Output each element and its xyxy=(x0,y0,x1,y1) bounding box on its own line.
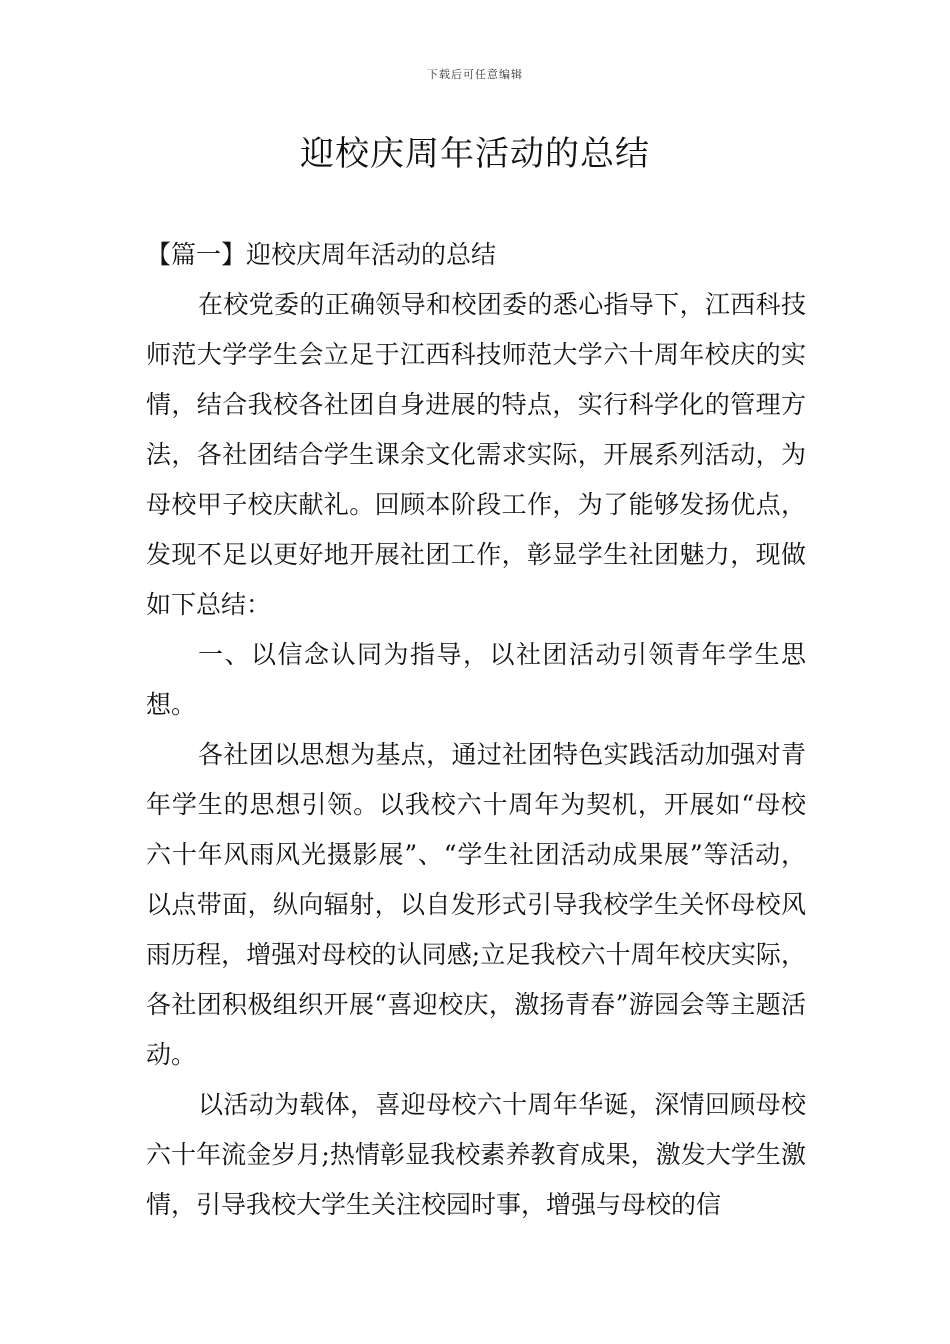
document-body xyxy=(146,230,806,1230)
paragraph-thought-guidance: 各社团以思想为基点，通过社团特色实践活动加强对青年学生的思想引领。以我校六十周年为契机，开展如“母校六十年风雨风光摄影展”、“学生社团活动成果展”等活动，以点带面，纵向辐射，以自发形式引导我校学生关怀母校风雨历程，增强对母校的认同感;立足我校六十周年校庆实际，各社团积极组织开展“喜迎校庆，激扬青春”游园会等主题活动。 xyxy=(146,740,806,1069)
document-title: 迎校庆周年活动的总结 xyxy=(300,134,650,174)
section-heading: 【篇一】迎校庆周年活动的总结 xyxy=(146,240,497,269)
paragraph-activities: 以活动为载体，喜迎母校六十周年华诞，深情回顾母校六十年流金岁月;热情彰显我校素养教育成果，激发大学生激情，引导我校大学生关注校园时事，增强与母校的信 xyxy=(146,1090,806,1219)
paragraph-point-one: 一、以信念认同为指导，以社团活动引领青年学生思想。 xyxy=(146,640,806,719)
paragraph-intro: 在校党委的正确领导和校团委的悉心指导下，江西科技师范大学学生会立足于江西科技师范大学六十周年校庆的实情，结合我校各社团自身进展的特点，实行科学化的管理方法，各社团结合学生课余文化需求实际，开展系列活动，为母校甲子校庆献礼。回顾本阶段工作，为了能够发扬优点，发现不足以更好地开展社团工作，彰显学生社团魅力，现做如下总结： xyxy=(146,290,806,619)
header-note: 下载后可任意编辑 xyxy=(427,68,523,81)
